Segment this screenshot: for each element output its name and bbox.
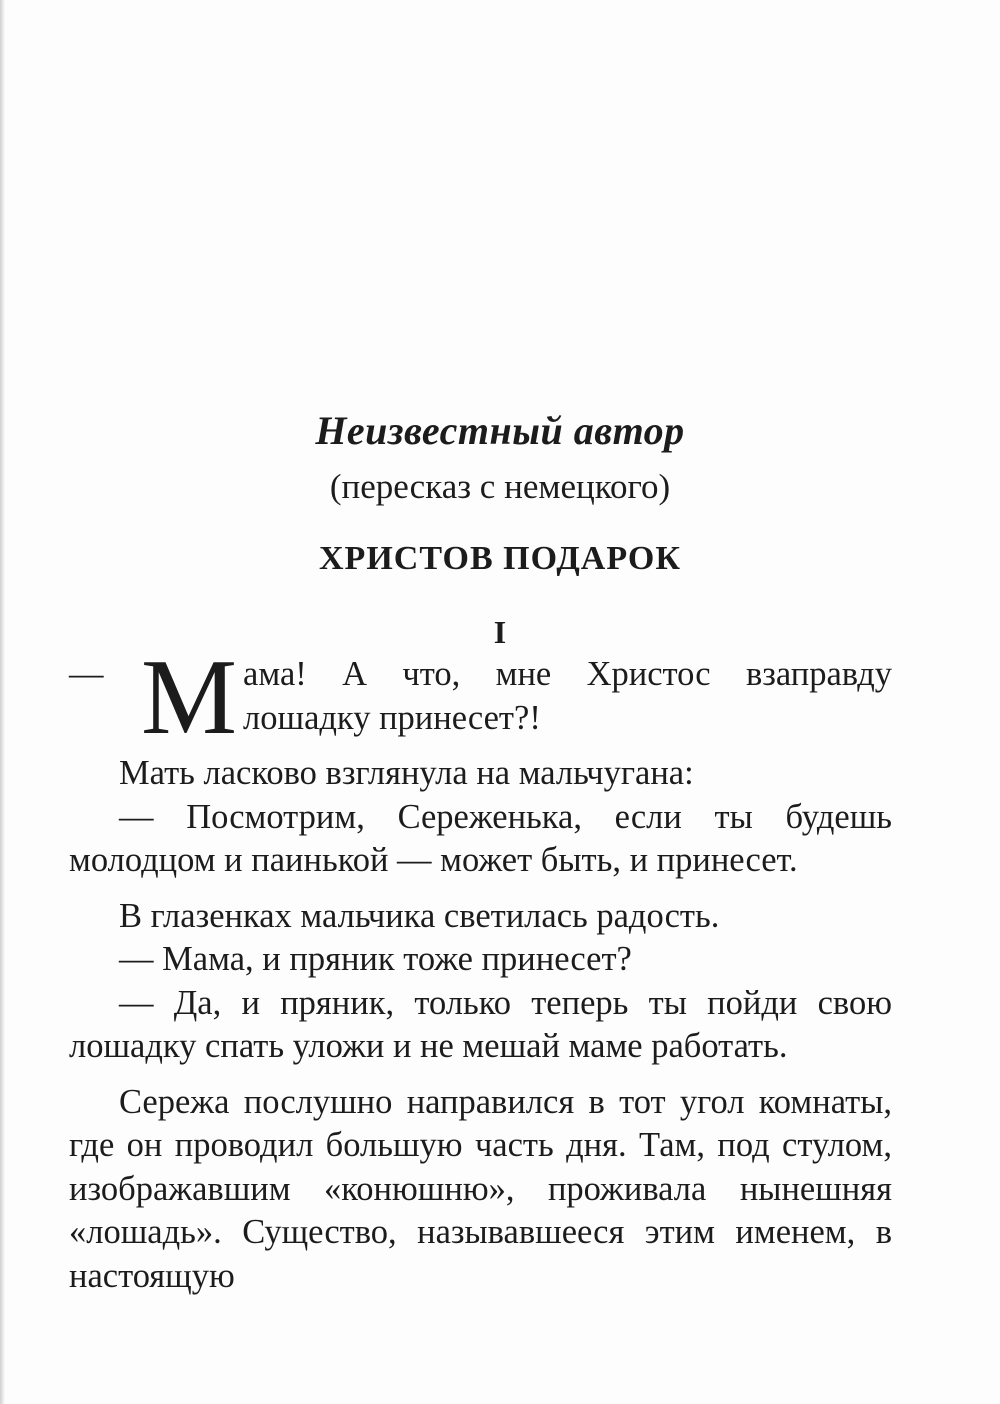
story-title: ХРИСТОВ ПОДАРОК — [319, 540, 681, 577]
paragraph: — Мама, и пряник тоже принесет? — [119, 940, 632, 978]
paragraph: В глазенках мальчика светилась радость. — [119, 896, 720, 935]
paragraph: Мать ласково взглянула на мальчугана: — [119, 754, 694, 792]
page-edge-shadow — [0, 0, 5, 1404]
opening-dash: — — [69, 655, 104, 693]
drop-cap-letter: М — [141, 638, 238, 757]
author-name: Неизвестный автор — [315, 408, 685, 453]
story-body — [69, 638, 892, 1298]
paragraph: Сережа послушно направился в тот угол комнаты, где он проводил большую часть дня. Там, под стулом, изображавшим «конюшню», проживала нынешняя «лошадь». Существо, называвшееся этим именем, в настоящую — [69, 1082, 892, 1295]
subtitle: (пересказ с немецкого) — [329, 467, 671, 506]
paragraph: — Посмотрим, Сереженька, если ты будешь молодцом и паинькой — может быть, и принесет. — [69, 797, 892, 879]
paragraph: ама! А что, мне Христос взаправду лошадку принесет?! — [243, 655, 892, 737]
chapter-number: I — [493, 614, 507, 650]
paragraph: — Да, и пряник, только теперь ты пойди свою лошадку спать уложи и не мешай маме работать. — [69, 983, 892, 1065]
